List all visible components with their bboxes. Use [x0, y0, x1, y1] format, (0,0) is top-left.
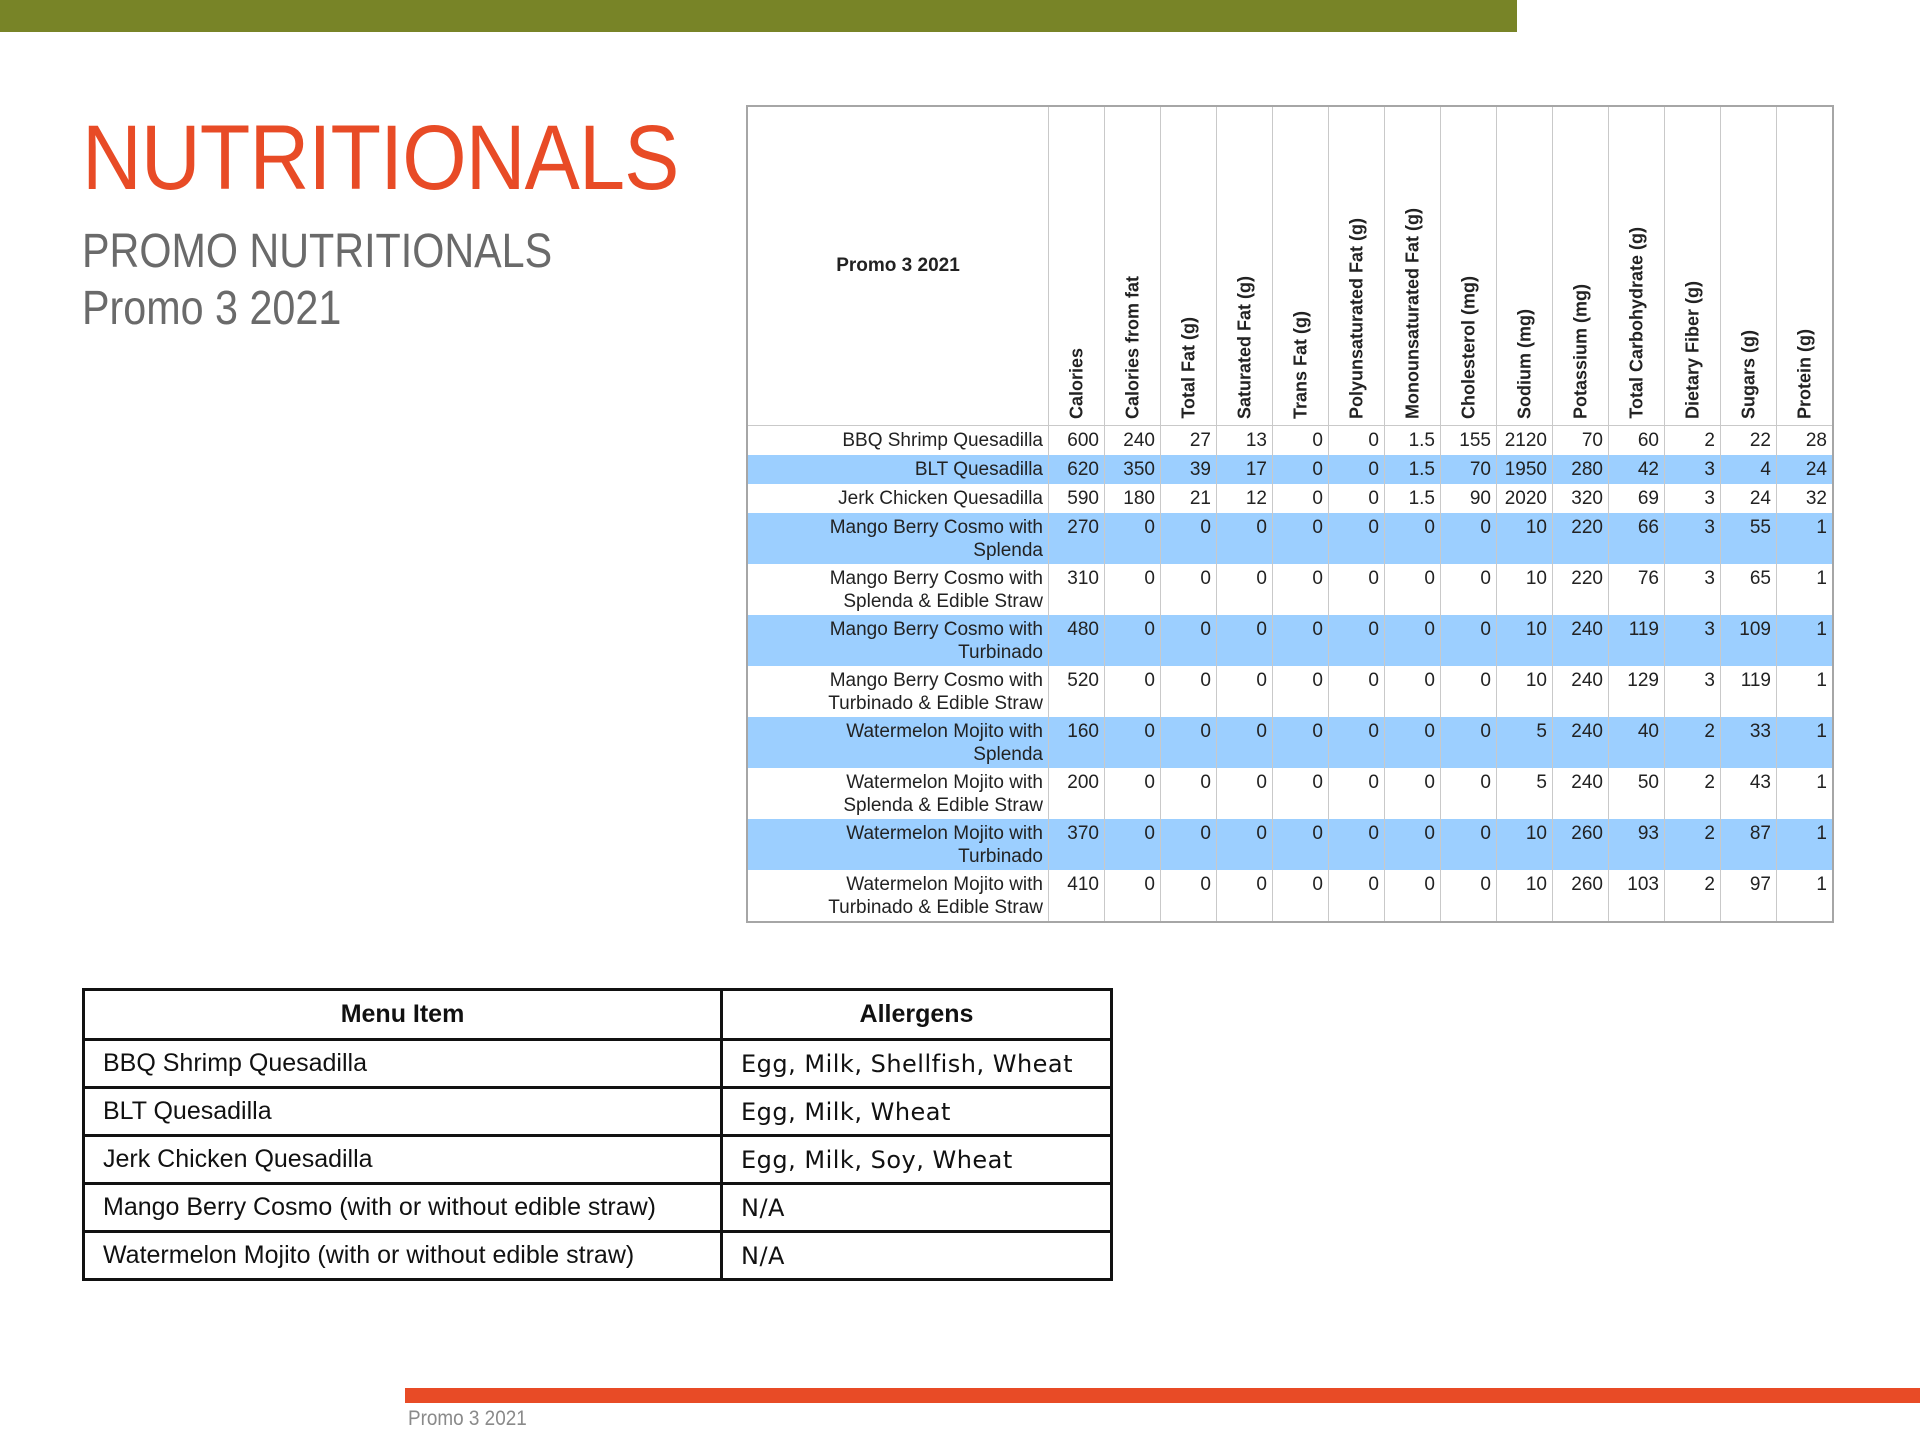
- row-item-name: [748, 870, 1049, 921]
- allergens-cell: N/A: [722, 1184, 1112, 1232]
- column-header-label: Total Carbohydrate (g): [1626, 227, 1646, 419]
- table-cell: 0: [1329, 768, 1385, 819]
- table-cell: 410: [1049, 870, 1105, 921]
- table-cell: 24: [1721, 484, 1777, 513]
- table-cell: 220: [1553, 513, 1609, 564]
- table-row: [84, 1136, 1112, 1184]
- table-cell: 12: [1217, 484, 1273, 513]
- row-item-name-line: Mango Berry Cosmo with: [829, 670, 1043, 691]
- table-cell: 160: [1049, 717, 1105, 768]
- row-item-name-line: Mango Berry Cosmo with: [829, 619, 1043, 640]
- table-cell: 200: [1049, 768, 1105, 819]
- row-item-name: [748, 426, 1049, 456]
- column-header-label: Trans Fat (g): [1290, 310, 1310, 419]
- table-cell: 320: [1553, 484, 1609, 513]
- table-cell: 0: [1161, 717, 1217, 768]
- row-item-name-line: Watermelon Mojito with: [846, 823, 1043, 844]
- row-item-name: [748, 717, 1049, 768]
- table-cell: 0: [1161, 819, 1217, 870]
- column-header: [1161, 107, 1217, 426]
- table-cell: 0: [1329, 484, 1385, 513]
- header-allergens: Allergens: [722, 990, 1112, 1040]
- column-header-label: Calories from fat: [1122, 275, 1142, 419]
- table-cell: 17: [1217, 455, 1273, 484]
- table-cell: 32: [1777, 484, 1833, 513]
- nutrition-table: [748, 107, 1832, 921]
- table-cell: 10: [1497, 666, 1553, 717]
- promo-label: Promo 3 2021: [82, 282, 342, 335]
- table-cell: 270: [1049, 513, 1105, 564]
- table-cell: 0: [1161, 564, 1217, 615]
- row-item-name-line: BLT Quesadilla: [914, 459, 1043, 480]
- row-item-name: [748, 666, 1049, 717]
- table-cell: 0: [1385, 870, 1441, 921]
- table-cell: 0: [1329, 870, 1385, 921]
- column-header: [1273, 107, 1329, 426]
- table-cell: 260: [1553, 819, 1609, 870]
- column-header: [1497, 107, 1553, 426]
- table-cell: 22: [1721, 426, 1777, 456]
- table-cell: 240: [1553, 666, 1609, 717]
- table-cell: 50: [1609, 768, 1665, 819]
- row-item-name-line: Splenda & Edible Straw: [843, 795, 1043, 816]
- menu-item-cell: BBQ Shrimp Quesadilla: [84, 1040, 722, 1088]
- table-cell: 0: [1329, 426, 1385, 456]
- table-cell: 0: [1441, 768, 1497, 819]
- allergens-cell: Egg, Milk, Shellfish, Wheat: [722, 1040, 1112, 1088]
- table-cell: 1: [1777, 513, 1833, 564]
- table-cell: 0: [1385, 768, 1441, 819]
- column-header-label: Polyunsaturated Fat (g): [1346, 217, 1366, 419]
- table-cell: 2020: [1497, 484, 1553, 513]
- table-cell: 0: [1273, 870, 1329, 921]
- column-header-label: Cholesterol (mg): [1458, 275, 1478, 419]
- table-cell: 97: [1721, 870, 1777, 921]
- table-cell: 0: [1105, 870, 1161, 921]
- table-cell: 27: [1161, 426, 1217, 456]
- table-row: [748, 666, 1832, 717]
- table-cell: 87: [1721, 819, 1777, 870]
- table-cell: 0: [1385, 564, 1441, 615]
- table-cell: 2: [1665, 426, 1721, 456]
- table-cell: 1.5: [1385, 426, 1441, 456]
- row-item-name: [748, 615, 1049, 666]
- row-item-name: [748, 819, 1049, 870]
- table-cell: 1: [1777, 666, 1833, 717]
- table-cell: 620: [1049, 455, 1105, 484]
- table-cell: 10: [1497, 819, 1553, 870]
- column-header-label: Monounsaturated Fat (g): [1402, 208, 1422, 419]
- column-header: [1105, 107, 1161, 426]
- bottom-accent-bar: [405, 1388, 1920, 1403]
- table-cell: 0: [1441, 513, 1497, 564]
- row-item-name-line: Jerk Chicken Quesadilla: [838, 488, 1043, 509]
- table-cell: 5: [1497, 717, 1553, 768]
- table-cell: 0: [1385, 717, 1441, 768]
- table-cell: 0: [1273, 484, 1329, 513]
- table-cell: 24: [1777, 455, 1833, 484]
- table-cell: 0: [1105, 513, 1161, 564]
- table-cell: 0: [1441, 717, 1497, 768]
- table-cell: 0: [1105, 615, 1161, 666]
- table-cell: 350: [1105, 455, 1161, 484]
- table-cell: 10: [1497, 564, 1553, 615]
- column-header: [1777, 107, 1833, 426]
- table-cell: 590: [1049, 484, 1105, 513]
- page-title: NUTRITIONALS: [82, 107, 679, 209]
- table-cell: 119: [1609, 615, 1665, 666]
- table-cell: 0: [1273, 666, 1329, 717]
- table-cell: 43: [1721, 768, 1777, 819]
- table-cell: 0: [1329, 455, 1385, 484]
- table-cell: 1: [1777, 615, 1833, 666]
- table-cell: 1.5: [1385, 484, 1441, 513]
- table-cell: 280: [1553, 455, 1609, 484]
- row-item-name: [748, 513, 1049, 564]
- row-item-name-line: Splenda & Edible Straw: [843, 591, 1043, 612]
- table-cell: 0: [1273, 564, 1329, 615]
- table-cell: 2: [1665, 768, 1721, 819]
- table-cell: 0: [1441, 870, 1497, 921]
- table-cell: 40: [1609, 717, 1665, 768]
- allergen-header-row: [84, 990, 1112, 1040]
- table-cell: 0: [1273, 615, 1329, 666]
- table-cell: 0: [1329, 666, 1385, 717]
- table-cell: 240: [1553, 717, 1609, 768]
- allergen-table: [82, 988, 1113, 1281]
- table-cell: 0: [1161, 870, 1217, 921]
- table-cell: 109: [1721, 615, 1777, 666]
- table-cell: 3: [1665, 455, 1721, 484]
- row-item-name: [748, 455, 1049, 484]
- table-cell: 0: [1217, 717, 1273, 768]
- table-cell: 3: [1665, 484, 1721, 513]
- column-header: [1441, 107, 1497, 426]
- table-cell: 0: [1273, 768, 1329, 819]
- table-cell: 0: [1329, 819, 1385, 870]
- table-cell: 0: [1217, 615, 1273, 666]
- table-cell: 0: [1217, 768, 1273, 819]
- table-cell: 10: [1497, 615, 1553, 666]
- table-row: [748, 564, 1832, 615]
- table-cell: 70: [1553, 426, 1609, 456]
- table-cell: 3: [1665, 615, 1721, 666]
- table-cell: 10: [1497, 870, 1553, 921]
- table-cell: 0: [1161, 513, 1217, 564]
- table-cell: 0: [1273, 513, 1329, 564]
- table-cell: 0: [1441, 564, 1497, 615]
- table-cell: 0: [1161, 666, 1217, 717]
- table-cell: 220: [1553, 564, 1609, 615]
- table-cell: 2: [1665, 870, 1721, 921]
- column-header-label: Sodium (mg): [1514, 309, 1534, 419]
- column-header-label: Total Fat (g): [1178, 317, 1198, 419]
- menu-item-cell: Watermelon Mojito (with or without edible straw): [84, 1232, 722, 1280]
- menu-item-cell: Mango Berry Cosmo (with or without edible straw): [84, 1184, 722, 1232]
- table-cell: 93: [1609, 819, 1665, 870]
- table-cell: 5: [1497, 768, 1553, 819]
- column-header: [1665, 107, 1721, 426]
- table-cell: 0: [1273, 455, 1329, 484]
- table-row: [84, 1088, 1112, 1136]
- top-accent-bar: [0, 0, 1517, 32]
- table-row: [748, 717, 1832, 768]
- table-cell: 65: [1721, 564, 1777, 615]
- column-header: [1721, 107, 1777, 426]
- table-row: [748, 455, 1832, 484]
- column-header: [1329, 107, 1385, 426]
- table-cell: 0: [1441, 615, 1497, 666]
- row-item-name-line: Splenda: [973, 540, 1043, 561]
- header-menu-item: Menu Item: [84, 990, 722, 1040]
- row-item-name-line: Turbinado & Edible Straw: [828, 693, 1043, 714]
- row-item-name: [748, 564, 1049, 615]
- table-cell: 76: [1609, 564, 1665, 615]
- column-header-label: Protein (g): [1794, 329, 1814, 419]
- table-cell: 28: [1777, 426, 1833, 456]
- table-cell: 1: [1777, 819, 1833, 870]
- column-header-label: Sugars (g): [1738, 329, 1758, 419]
- table-cell: 0: [1385, 819, 1441, 870]
- table-cell: 3: [1665, 513, 1721, 564]
- table-cell: 0: [1329, 717, 1385, 768]
- column-header: [1217, 107, 1273, 426]
- table-cell: 129: [1609, 666, 1665, 717]
- table-cell: 0: [1329, 564, 1385, 615]
- table-cell: 3: [1665, 564, 1721, 615]
- table-cell: 39: [1161, 455, 1217, 484]
- row-item-name-line: Mango Berry Cosmo with: [829, 568, 1043, 589]
- table-cell: 600: [1049, 426, 1105, 456]
- table-cell: 0: [1217, 819, 1273, 870]
- row-item-name: [748, 484, 1049, 513]
- table-cell: 55: [1721, 513, 1777, 564]
- table-cell: 90: [1441, 484, 1497, 513]
- table-cell: 0: [1105, 768, 1161, 819]
- table-row: [748, 870, 1832, 921]
- row-item-name-line: Turbinado: [958, 846, 1043, 867]
- table-cell: 480: [1049, 615, 1105, 666]
- allergens-cell: Egg, Milk, Soy, Wheat: [722, 1136, 1112, 1184]
- table-row: [748, 615, 1832, 666]
- table-cell: 0: [1441, 666, 1497, 717]
- table-row: [748, 426, 1832, 456]
- table-cell: 0: [1441, 819, 1497, 870]
- column-header: [1049, 107, 1105, 426]
- row-item-name: [748, 768, 1049, 819]
- table-row: [748, 768, 1832, 819]
- table-cell: 70: [1441, 455, 1497, 484]
- table-cell: 0: [1217, 564, 1273, 615]
- nutrition-table-panel: [746, 105, 1834, 923]
- menu-item-cell: Jerk Chicken Quesadilla: [84, 1136, 722, 1184]
- row-item-name-line: Watermelon Mojito with: [846, 772, 1043, 793]
- table-cell: 60: [1609, 426, 1665, 456]
- table-cell: 0: [1273, 717, 1329, 768]
- table-cell: 2: [1665, 819, 1721, 870]
- table-cell: 0: [1329, 513, 1385, 564]
- table-row: [748, 513, 1832, 564]
- table-cell: 0: [1273, 426, 1329, 456]
- table-cell: 10: [1497, 513, 1553, 564]
- table-cell: 1: [1777, 717, 1833, 768]
- table-cell: 240: [1553, 768, 1609, 819]
- footer-text: Promo 3 2021: [408, 1407, 527, 1430]
- table-cell: 240: [1553, 615, 1609, 666]
- table-cell: 0: [1217, 666, 1273, 717]
- table-cell: 1: [1777, 564, 1833, 615]
- table-cell: 1: [1777, 768, 1833, 819]
- menu-item-cell: BLT Quesadilla: [84, 1088, 722, 1136]
- row-item-name-line: Mango Berry Cosmo with: [829, 517, 1043, 538]
- table-cell: 155: [1441, 426, 1497, 456]
- table-cell: 2120: [1497, 426, 1553, 456]
- table-cell: 0: [1105, 666, 1161, 717]
- table-row: [748, 819, 1832, 870]
- column-header-label: Calories: [1066, 347, 1086, 419]
- row-item-name-line: BBQ Shrimp Quesadilla: [842, 430, 1043, 451]
- row-item-name-line: Watermelon Mojito with: [846, 721, 1043, 742]
- row-item-name-line: Turbinado & Edible Straw: [828, 897, 1043, 918]
- table-row: [84, 1232, 1112, 1280]
- table-cell: 370: [1049, 819, 1105, 870]
- table-cell: 0: [1385, 615, 1441, 666]
- table-row: [748, 484, 1832, 513]
- table-cell: 240: [1105, 426, 1161, 456]
- table-row: [84, 1040, 1112, 1088]
- column-header: [1609, 107, 1665, 426]
- allergens-cell: Egg, Milk, Wheat: [722, 1088, 1112, 1136]
- table-cell: 180: [1105, 484, 1161, 513]
- table-cell: 0: [1385, 513, 1441, 564]
- table-cell: 69: [1609, 484, 1665, 513]
- table-cell: 1.5: [1385, 455, 1441, 484]
- table-cell: 0: [1217, 870, 1273, 921]
- allergens-cell: N/A: [722, 1232, 1112, 1280]
- row-item-name-line: Watermelon Mojito with: [846, 874, 1043, 895]
- table-cell: 4: [1721, 455, 1777, 484]
- table-cell: 1: [1777, 870, 1833, 921]
- table-cell: 119: [1721, 666, 1777, 717]
- table-cell: 0: [1161, 768, 1217, 819]
- table-cell: 103: [1609, 870, 1665, 921]
- table-cell: 3: [1665, 666, 1721, 717]
- column-header-label: Saturated Fat (g): [1234, 275, 1254, 419]
- table-cell: 0: [1161, 615, 1217, 666]
- table-cell: 0: [1273, 819, 1329, 870]
- table-cell: 0: [1217, 513, 1273, 564]
- table-cell: 310: [1049, 564, 1105, 615]
- table-row: [84, 1184, 1112, 1232]
- table-cell: 520: [1049, 666, 1105, 717]
- table-cell: 0: [1105, 819, 1161, 870]
- table-cell: 260: [1553, 870, 1609, 921]
- column-header: [1553, 107, 1609, 426]
- table-cell: 0: [1105, 564, 1161, 615]
- table-cell: 66: [1609, 513, 1665, 564]
- table-cell: 1950: [1497, 455, 1553, 484]
- table-cell: 0: [1105, 717, 1161, 768]
- column-header-label: Potassium (mg): [1570, 283, 1590, 419]
- column-header-label: Dietary Fiber (g): [1682, 280, 1702, 419]
- table-cell: 0: [1385, 666, 1441, 717]
- table-cell: 21: [1161, 484, 1217, 513]
- row-item-name-line: Splenda: [973, 744, 1043, 765]
- table-corner-label: Promo 3 2021: [748, 107, 1049, 426]
- table-cell: 0: [1329, 615, 1385, 666]
- table-cell: 2: [1665, 717, 1721, 768]
- row-item-name-line: Turbinado: [958, 642, 1043, 663]
- column-header: [1385, 107, 1441, 426]
- table-cell: 42: [1609, 455, 1665, 484]
- page-subtitle: PROMO NUTRITIONALS: [82, 225, 553, 278]
- table-cell: 33: [1721, 717, 1777, 768]
- table-cell: 13: [1217, 426, 1273, 456]
